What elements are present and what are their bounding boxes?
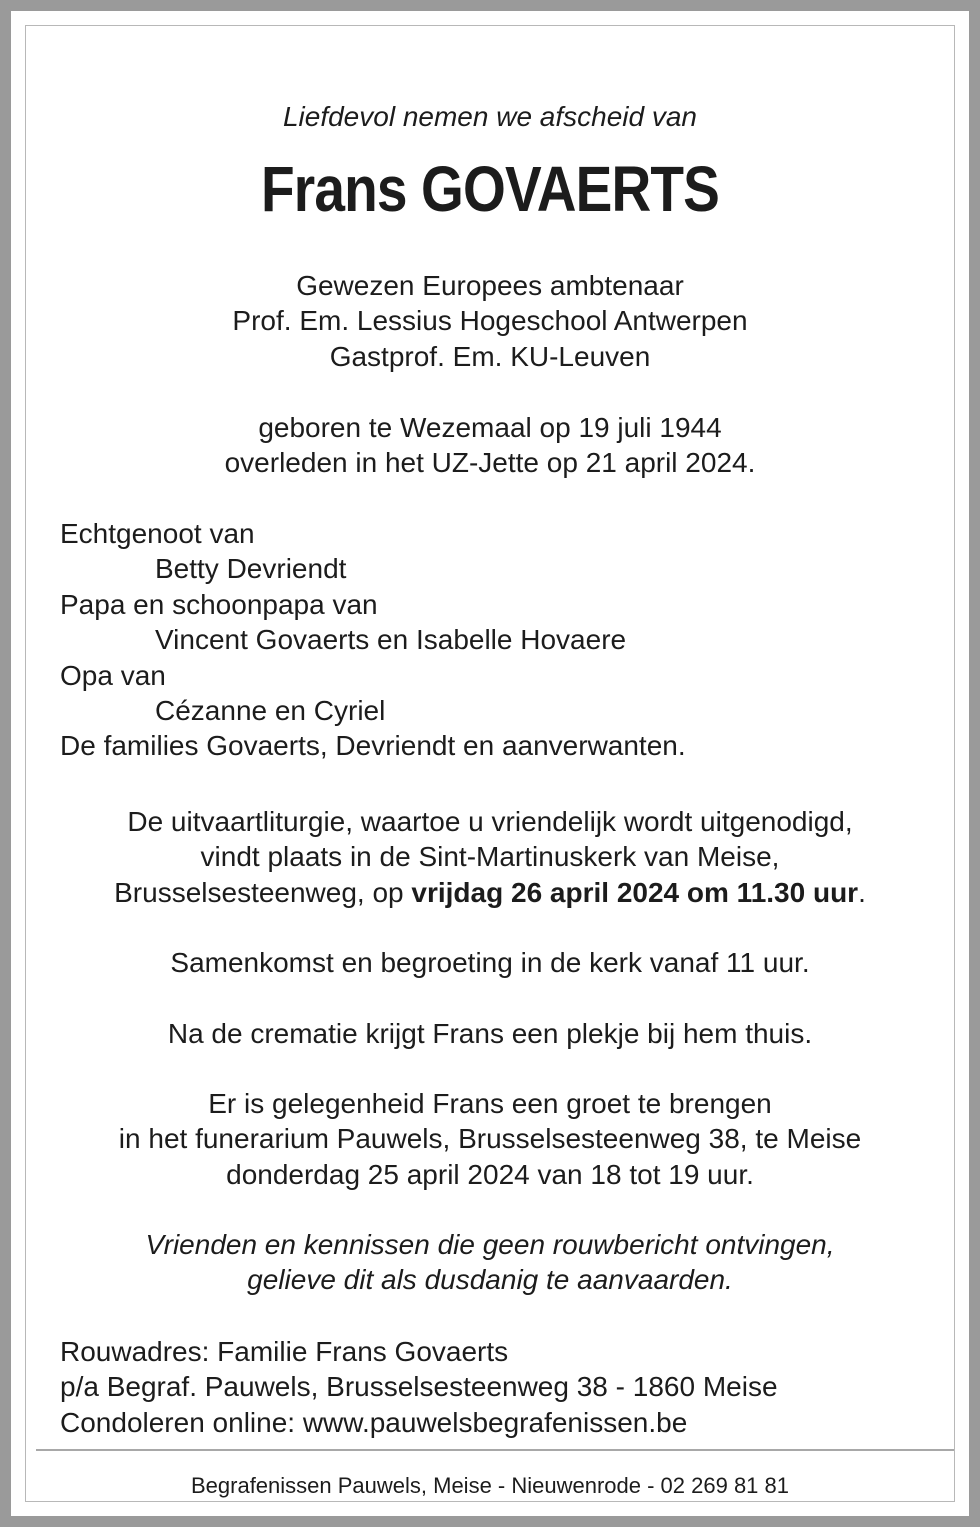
grandchildren-names: Cézanne en Cyriel <box>155 695 386 727</box>
service-line: De uitvaartliturgie, waartoe u vriendelijk wordt uitgenodigd, <box>127 806 853 837</box>
service-line <box>26 875 954 910</box>
notice-line: Vrienden en kennissen die geen rouwbericht ontvingen, <box>145 1229 835 1260</box>
obituary-card <box>11 11 969 1516</box>
children-label: Papa en schoonpapa van <box>60 588 378 620</box>
service-line: vindt plaats in de Sint-Martinuskerk van Meise, <box>200 841 780 873</box>
condolence-line: Condoleren online: www.pauwelsbegrafenissen.be <box>60 1406 688 1438</box>
cremation-line: Na de crematie krijgt Frans een plekje bij hem thuis. <box>167 1018 813 1049</box>
deceased-name: Frans GOVAERTS <box>261 153 719 225</box>
spouse-name: Betty Devriendt <box>155 553 347 585</box>
titles-block <box>26 268 954 374</box>
title-line: Gewezen Europees ambtenaar <box>296 270 684 301</box>
grandchildren-label: Opa van <box>60 659 166 691</box>
address-line: Rouwadres: Familie Frans Govaerts <box>60 1336 509 1367</box>
service-block <box>26 804 954 910</box>
visitation-line: donderdag 25 april 2024 van 18 tot 19 uur. <box>226 1158 754 1190</box>
obituary-border <box>25 25 955 1502</box>
visitation-line: Er is gelegenheid Frans een groet te brengen <box>208 1088 772 1119</box>
children-names: Vincent Govaerts en Isabelle Hovaere <box>155 624 627 656</box>
service-date-time: vrijdag 26 april 2024 om 11.30 uur <box>411 876 859 908</box>
footer-text: Begrafenissen Pauwels, Meise - Nieuwenrode - 02 269 81 81 <box>190 1473 790 1498</box>
intro-text: Liefdevol nemen we afscheid van <box>282 101 698 132</box>
notice-line: gelieve dit als dusdanig te aanvaarden. <box>247 1264 733 1296</box>
spouse-label: Echtgenoot van <box>60 518 255 549</box>
death-line: overleden in het UZ-Jette op 21 april 2024. <box>224 447 756 479</box>
title-line: Prof. Em. Lessius Hogeschool Antwerpen <box>232 305 748 337</box>
notice-block <box>26 1227 954 1298</box>
address-block <box>60 1334 778 1440</box>
family-block <box>60 516 686 764</box>
service-prefix: Brusselsesteenweg, op <box>114 876 412 908</box>
gathering-line: Samenkomst en begroeting in de kerk vanaf 11 uur. <box>170 947 810 978</box>
families-line: De families Govaerts, Devriendt en aanverwanten. <box>60 730 686 762</box>
address-line: p/a Begraf. Pauwels, Brusselsesteenweg 38 - 1860 Meise <box>60 1371 778 1403</box>
title-line: Gastprof. Em. KU-Leuven <box>329 340 651 372</box>
service-suffix: . <box>858 876 866 908</box>
visitation-line: in het funerarium Pauwels, Brusselsesteenweg 38, te Meise <box>118 1123 862 1155</box>
visitation-block <box>26 1086 954 1192</box>
birth-line: geboren te Wezemaal op 19 juli 1944 <box>258 412 722 443</box>
dates-block <box>26 410 954 481</box>
footer-divider <box>36 1449 954 1451</box>
